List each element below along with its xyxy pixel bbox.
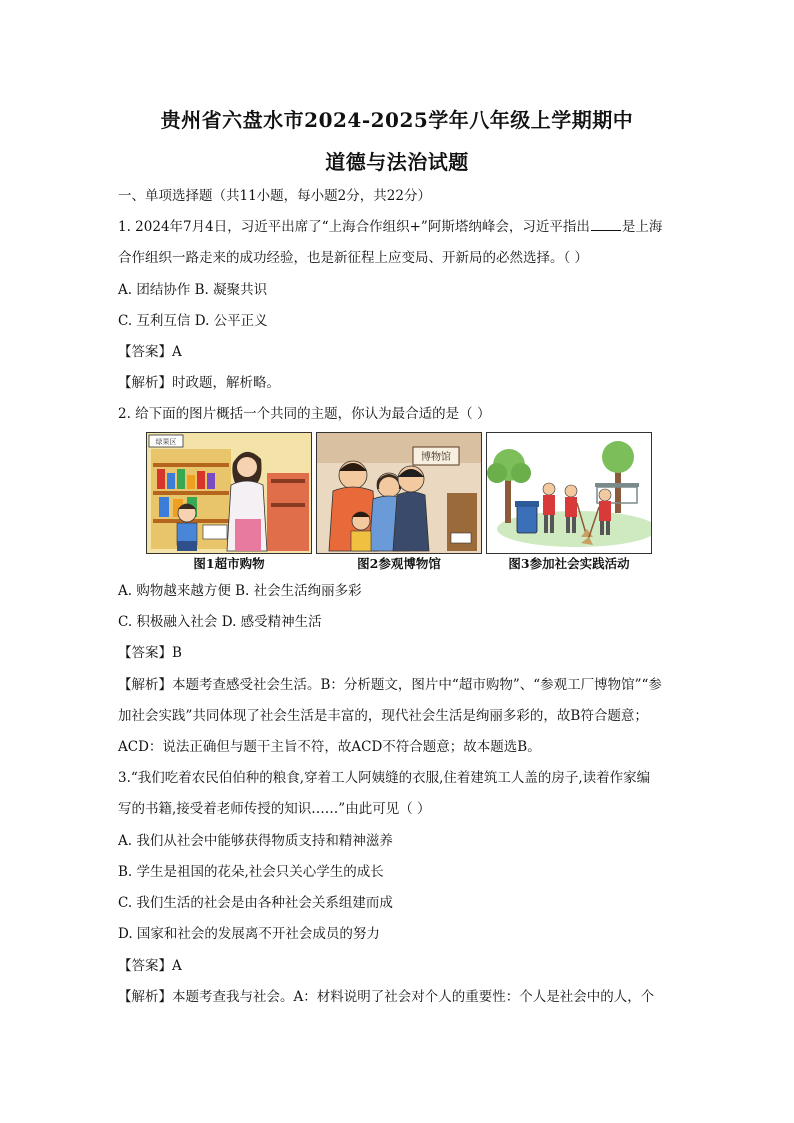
- q1-options-ab: A. 团结协作 B. 凝聚共识: [118, 282, 268, 298]
- answer-label: 【答案】: [118, 645, 172, 661]
- answer-value: B: [172, 645, 182, 661]
- analysis-text: 时政题，解析略。: [172, 375, 280, 391]
- analysis-label: 【解析】: [118, 989, 172, 1005]
- q1-answer-blank: [591, 218, 621, 231]
- q3-stem-line2: 写的书籍,接受着老师传授的知识……”由此可见（ ）: [118, 801, 431, 817]
- q2-stem: 2. 给下面的图片概括一个共同的主题，你认为最合适的是（ ）: [118, 406, 491, 422]
- q1-stem-line2: 合作组织一路走来的成功经验，也是新征程上应变局、开新局的必然选择。（ ）: [118, 250, 589, 266]
- q1-options-cd: C. 互利互信 D. 公平正义: [118, 313, 268, 329]
- figure2-caption: 图2参观博物馆: [357, 556, 441, 571]
- figure1-caption: 图1超市购物: [193, 556, 265, 571]
- q2-options-ab: A. 购物越来越方便 B. 社会生活绚丽多彩: [118, 583, 362, 599]
- answer-label: 【答案】: [118, 344, 172, 360]
- q1-answer: [118, 343, 678, 361]
- supermarket-illustration: [146, 432, 312, 554]
- analysis-text: 本题考查我与社会。A：材料说明了社会对个人的重要性：个人是社会中的人，个: [172, 989, 655, 1005]
- q2-answer: [118, 644, 678, 662]
- q2-analysis-line2: 加社会实践”共同体现了社会生活是丰富的，现代社会生活是绚丽多彩的，故B符合题意；: [118, 708, 648, 724]
- figure3-caption: 图3参加社会实践活动: [508, 556, 630, 571]
- answer-label: 【答案】: [118, 958, 172, 974]
- q1-stem-part-b: 是上海: [621, 219, 663, 235]
- q3-analysis: [118, 988, 678, 1006]
- q3-option-d: D. 国家和社会的发展离不开社会成员的努力: [118, 926, 380, 942]
- volunteer-drawing: [487, 433, 651, 553]
- q1-stem-line1: [118, 218, 678, 236]
- q2-figure-row: [146, 432, 682, 572]
- q1-analysis: [118, 374, 678, 392]
- museum-drawing: [317, 433, 481, 553]
- supermarket-sign: 绿果区: [155, 438, 177, 446]
- document-subtitle: 道德与法治试题: [325, 150, 469, 174]
- museum-illustration: [316, 432, 482, 554]
- q3-option-b: B. 学生是祖国的花朵,社会只关心学生的成长: [118, 864, 384, 880]
- q2-options-cd: C. 积极融入社会 D. 感受精神生活: [118, 614, 322, 630]
- analysis-label: 【解析】: [118, 677, 172, 693]
- q3-stem-line1: 3.“我们吃着农民伯伯种的粮食,穿着工人阿姨缝的衣服,住着建筑工人盖的房子,读着作家编: [118, 770, 651, 786]
- q3-option-a: A. 我们从社会中能够获得物质支持和精神滋养: [118, 833, 393, 849]
- answer-value: A: [172, 958, 182, 974]
- supermarket-drawing: [147, 433, 311, 553]
- q3-answer: [118, 957, 678, 975]
- section-heading: 一、单项选择题（共11小题，每小题2分，共22分）: [118, 188, 431, 204]
- volunteer-illustration: [486, 432, 652, 554]
- q3-option-c: C. 我们生活的社会是由各种社会关系组建而成: [118, 895, 393, 911]
- q1-stem-part-a: 1. 2024年7月4日，习近平出席了“上海合作组织+”阿斯塔纳峰会，习近平指出: [118, 219, 590, 235]
- document-title: 贵州省六盘水市2024-2025学年八年级上学期期中: [160, 108, 634, 132]
- answer-value: A: [172, 344, 182, 360]
- museum-sign: 博物馆: [421, 452, 451, 463]
- analysis-text: 本题考查感受社会生活。B：分析题文，图片中“超市购物”、“参观工厂博物馆”“参: [172, 677, 662, 693]
- analysis-label: 【解析】: [118, 375, 172, 391]
- q2-analysis-line3: ACD：说法正确但与题干主旨不符，故ACD不符合题意；故本题选B。: [118, 739, 541, 755]
- q2-analysis-line1: [118, 676, 678, 694]
